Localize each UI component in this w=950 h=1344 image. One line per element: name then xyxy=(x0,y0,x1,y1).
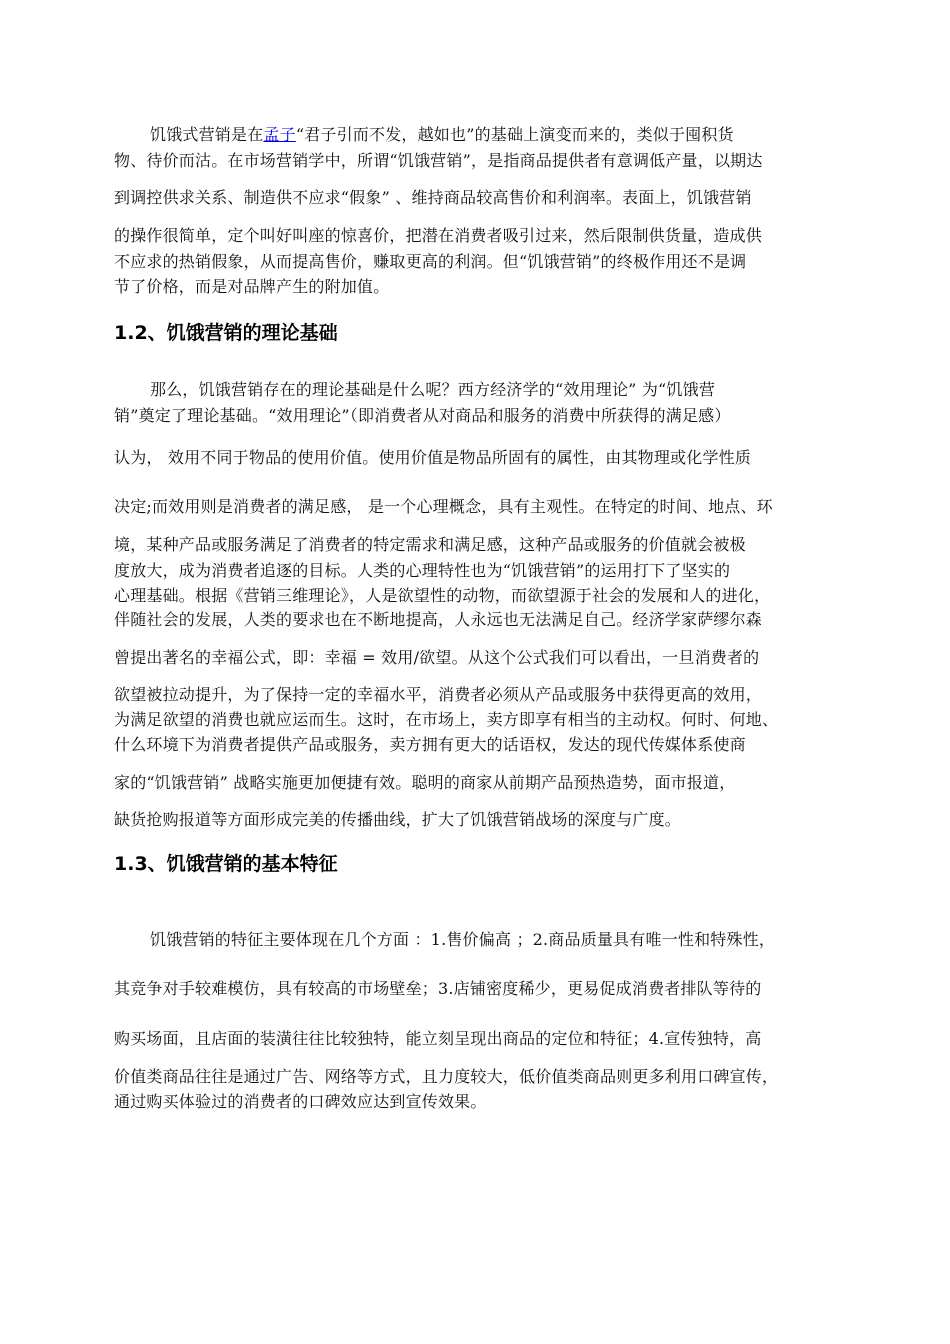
paragraph-line: 到调控供求关系、制造供不应求“假象” 、维持商品较高售价和利润率。表面上，饥饿营销 xyxy=(114,188,752,207)
paragraph-line: 决定;而效用则是消费者的满足感， 是一个心理概念，具有主观性。在特定的时间、地点、环 xyxy=(114,497,773,516)
paragraph-line: 心理基础。根据《营销三维理论》，人是欲望性的动物，而欲望源于社会的发展和人的进化， xyxy=(114,586,771,605)
section-heading: 1.2、饥饿营销的理论基础 xyxy=(114,322,338,344)
paragraph-line: 为满足欲望的消费也就应运而生。这时，在市场上，卖方即享有相当的主动权。何时、何地、 xyxy=(114,710,779,729)
paragraph-line: 什么环境下为消费者提供产品或服务，卖方拥有更大的话语权，发达的现代传媒体系使商 xyxy=(114,735,746,754)
paragraph-line: 伴随社会的发展，人类的要求也在不断地提高，人永远也无法满足自己。经济学家萨缪尔森 xyxy=(114,610,763,629)
paragraph-text: “君子引而不发，越如也”的基础上演变而来的，类似于囤积货 xyxy=(295,125,734,144)
mencius-link[interactable]: 孟子 xyxy=(263,125,296,144)
paragraph-line: 价值类商品往往是通过广告、网络等方式，且力度较大，低价值类商品则更多利用口碑宣传， xyxy=(114,1067,779,1086)
section-heading: 1.3、饥饿营销的基本特征 xyxy=(114,853,338,875)
paragraph-line: 家的“饥饿营销” 战略实施更加便捷有效。聪明的商家从前期产品预热造势，面市报道， xyxy=(114,773,736,792)
paragraph-line: 销”奠定了理论基础。“效用理论”（即消费者从对商品和服务的消费中所获得的满足感） xyxy=(114,406,731,425)
paragraph-line: 物、待价而沽。在市场营销学中，所谓“饥饿营销”，是指商品提供者有意调低产量，以期达 xyxy=(114,151,763,170)
paragraph-line: 购买场面，且店面的装潢往往比较独特，能立刻呈现出商品的定位和特征；4.宣传独特，高 xyxy=(114,1029,762,1048)
paragraph-line: 欲望被拉动提升，为了保持一定的幸福水平，消费者必须从产品或服务中获得更高的效用， xyxy=(114,685,763,704)
paragraph-line: 饥饿营销的特征主要体现在几个方面 ：1.售价偏高 ；2.商品质量具有唯一性和特殊性， xyxy=(150,930,776,949)
paragraph-line: 通过购买体验过的消费者的口碑效应达到宣传效果。 xyxy=(114,1092,487,1111)
paragraph-line: 度放大，成为消费者追逐的目标。人类的心理特性也为“饥饿营销”的运用打下了坚实的 xyxy=(114,561,731,580)
paragraph-line: 那么，饥饿营销存在的理论基础是什么呢？西方经济学的“效用理论” 为“饥饿营 xyxy=(150,380,716,399)
paragraph-line: 的操作很简单，定个叫好叫座的惊喜价，把潜在消费者吸引过来，然后限制供货量，造成供 xyxy=(114,226,763,245)
paragraph-line: 认为， 效用不同于物品的使用价值。使用价值是物品所固有的属性，由其物理或化学性质 xyxy=(114,448,752,467)
paragraph-line: 曾提出著名的幸福公式，即：幸福 = 效用/欲望。从这个公式我们可以看出，一旦消费者的 xyxy=(114,648,760,667)
paragraph-line: 其竞争对手较难模仿，具有较高的市场壁垒；3.店铺密度稀少，更易促成消费者排队等待的 xyxy=(114,979,762,998)
paragraph-line xyxy=(150,124,860,146)
paragraph-line: 缺货抢购报道等方面形成完美的传播曲线，扩大了饥饿营销战场的深度与广度。 xyxy=(114,810,682,829)
paragraph-line: 境，某种产品或服务满足了消费者的特定需求和满足感，这种产品或服务的价值就会被极 xyxy=(114,535,746,554)
paragraph-line: 不应求的热销假象，从而提高售价，赚取更高的利润。但“饥饿营销”的终极作用还不是调 xyxy=(114,252,747,271)
paragraph-text: 饥饿式营销是在 xyxy=(150,125,264,144)
paragraph-line: 节了价格，而是对品牌产生的附加值。 xyxy=(114,277,390,296)
